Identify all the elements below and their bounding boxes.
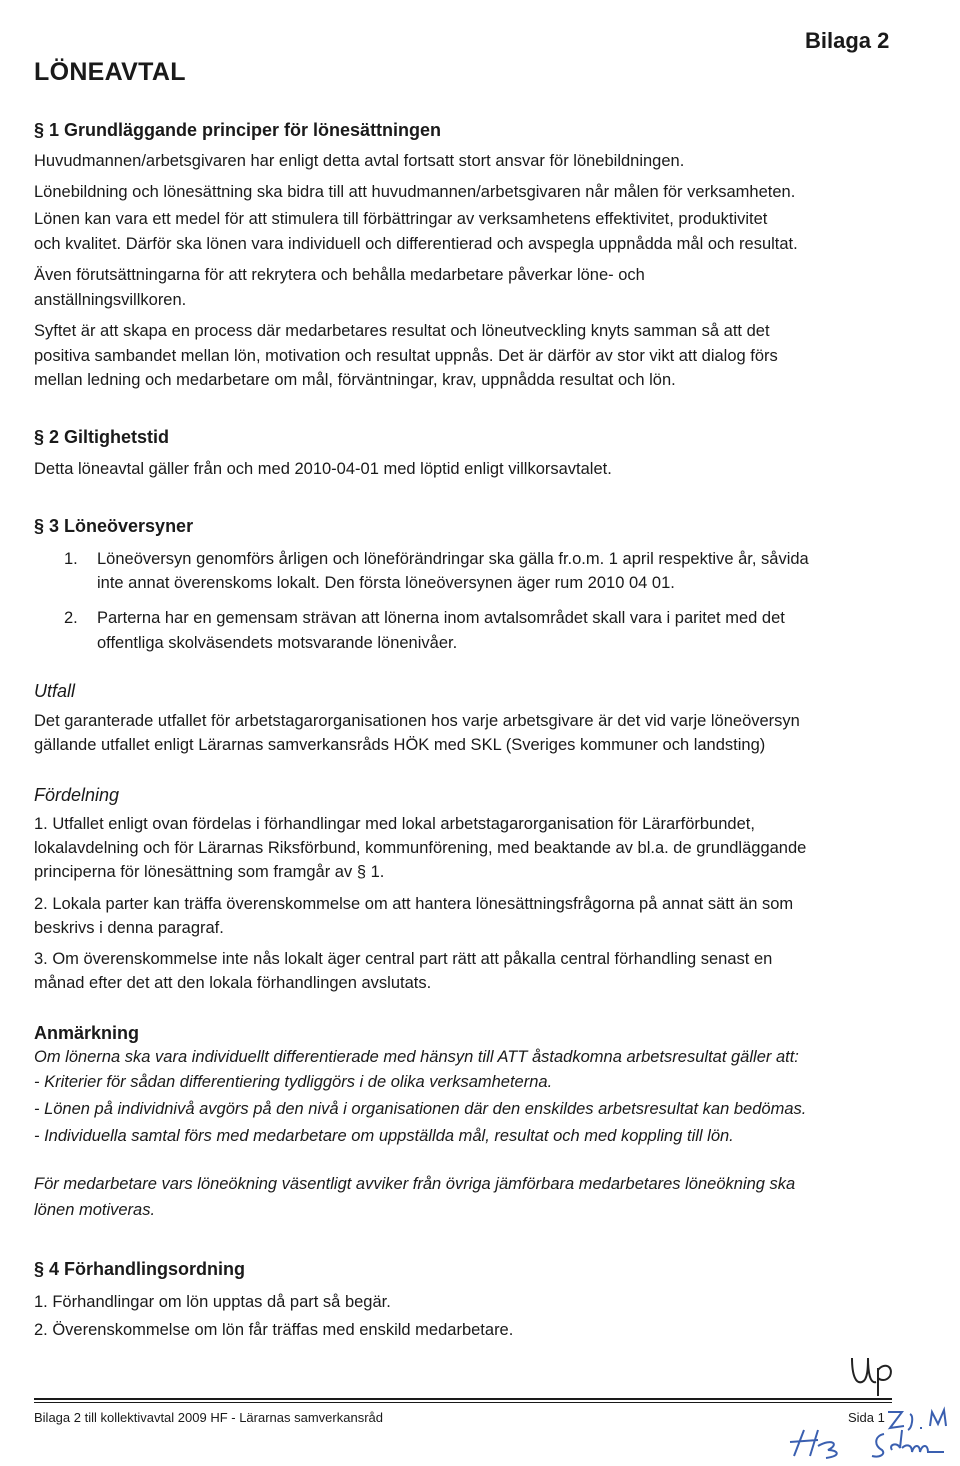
item-text: Parterna har en gemensam strävan att lönerna inom avtalsområdet skall vara i paritet med det <box>97 609 785 627</box>
fordelning-heading: Fördelning <box>34 785 120 805</box>
handwritten-initials-top <box>848 1352 898 1407</box>
s1-line: Lönebildning och lönesättning ska bidra till att huvudmannen/arbetsgivaren når målen för verksamheten. <box>34 183 796 201</box>
s4-line: 2. Överenskommelse om lön får träffas med enskild medarbetare. <box>34 1321 514 1339</box>
footer-rule <box>34 1398 892 1400</box>
anmarkning-line: - Individuella samtal förs med medarbetare om uppställda mål, resultat och med koppling till lön. <box>34 1127 734 1145</box>
s1-line: Huvudmannen/arbetsgivaren har enligt detta avtal fortsatt stort ansvar för lönebildningen. <box>34 152 685 170</box>
section-2-heading: § 2 Giltighetstid <box>34 427 170 447</box>
s1-line: Syftet är att skapa en process där medarbetares resultat och löneutveckling knyts samman så att det <box>34 322 770 340</box>
section-4-heading: § 4 Förhandlingsordning <box>34 1259 245 1279</box>
s1-line: positiva sambandet mellan lön, motivation och resultat uppnås. Det är därför av stor vikt att dialog förs <box>34 347 778 365</box>
anmarkning-line: - Kriterier för sådan differentiering tydliggörs i de olika verksamheterna. <box>34 1073 553 1091</box>
handwritten-initials-bottom-right <box>868 1426 948 1466</box>
fordelning-line: 2. Lokala parter kan träffa överenskommelse om att hantera lönesättningsfrågorna på annat sätt än som <box>34 895 794 913</box>
anmarkning-heading: Anmärkning <box>34 1023 140 1043</box>
anmarkning-line: Om lönerna ska vara individuellt differentierade med hänsyn till ATT åstadkomna arbetsresultat gäller att: <box>34 1048 799 1066</box>
fordelning-line: beskrivs i denna paragraf. <box>34 919 224 937</box>
item-number: 1. <box>64 550 78 568</box>
s1-line: mellan ledning och medarbetare om mål, förväntningar, krav, uppnådda resultat och lön. <box>34 371 676 389</box>
fordelning-line: principerna för lönesättning som framgår av § 1. <box>34 863 385 881</box>
s1-line: Lönen kan vara ett medel för att stimulera till förbättringar av verksamhetens effektivitet, produktivitet <box>34 210 768 228</box>
attachment-label: Bilaga 2 <box>805 28 890 53</box>
page-title: LÖNEAVTAL <box>34 58 186 86</box>
section-1-heading: § 1 Grundläggande principer för lönesättningen <box>34 120 442 140</box>
page-number: Sida 1 <box>848 1410 885 1425</box>
fordelning-line: månad efter det att den lokala förhandlingen avslutats. <box>34 974 432 992</box>
initials-sdm-icon <box>868 1426 948 1462</box>
item-text: offentliga skolväsendets motsvarande lönenivåer. <box>97 634 458 652</box>
item-number: 2. <box>64 609 78 627</box>
anmarkning-line: lönen motiveras. <box>34 1201 156 1219</box>
item-text: Löneöversyn genomförs årligen och löneförändringar ska gälla fr.o.m. 1 april respektive år, såvida <box>97 550 809 568</box>
utfall-line: Det garanterade utfallet för arbetstagarorganisationen hos varje arbetsgivare är det vid varje löneöversyn <box>34 712 800 730</box>
item-text: inte annat överenskoms lokalt. Den första löneöversynen äger rum 2010 04 01. <box>97 574 675 592</box>
anmarkning-line: - Lönen på individnivå avgörs på den nivå i organisationen där den enskildes arbetsresultat kan bedömas. <box>34 1100 807 1118</box>
section-3-heading: § 3 Löneöversyner <box>34 516 194 536</box>
initials-hb-icon <box>788 1426 848 1462</box>
s4-line: 1. Förhandlingar om lön upptas då part så begär. <box>34 1293 391 1311</box>
handwritten-initials-bottom-left <box>788 1426 848 1466</box>
fordelning-line: lokalavdelning och för Lärarnas Riksförbund, kommunförening, med beaktande av bl.a. de grundläggande <box>34 839 807 857</box>
anmarkning-line: För medarbetare vars löneökning väsentligt avviker från övriga jämförbara medarbetares löneökning ska <box>34 1175 796 1193</box>
s1-line: Även förutsättningarna för att rekrytera och behålla medarbetare påverkar löne- och <box>34 266 645 284</box>
utfall-line: gällande utfallet enligt Lärarnas samverkansråds HÖK med SKL (Sveriges kommuner och landsting) <box>34 736 766 754</box>
s1-line: och kvalitet. Därför ska lönen vara individuell och differentierad och avspegla uppnådda mål och resultat. <box>34 235 798 253</box>
fordelning-line: 1. Utfallet enligt ovan fördelas i förhandlingar med lokal arbetstagarorganisation för Lärarförbundet, <box>34 815 755 833</box>
footer-text: Bilaga 2 till kollektivavtal 2009 HF - Lärarnas samverkansråd <box>34 1410 383 1425</box>
s2-text: Detta löneavtal gäller från och med 2010-04-01 med löptid enligt villkorsavtalet. <box>34 460 612 478</box>
footer-rule <box>34 1402 892 1403</box>
s1-line: anställningsvillkoren. <box>34 291 187 309</box>
initials-up-icon <box>848 1352 898 1398</box>
utfall-heading: Utfall <box>34 681 76 701</box>
fordelning-line: 3. Om överenskommelse inte nås lokalt äger central part rätt att påkalla central förhandling senast en <box>34 950 773 968</box>
